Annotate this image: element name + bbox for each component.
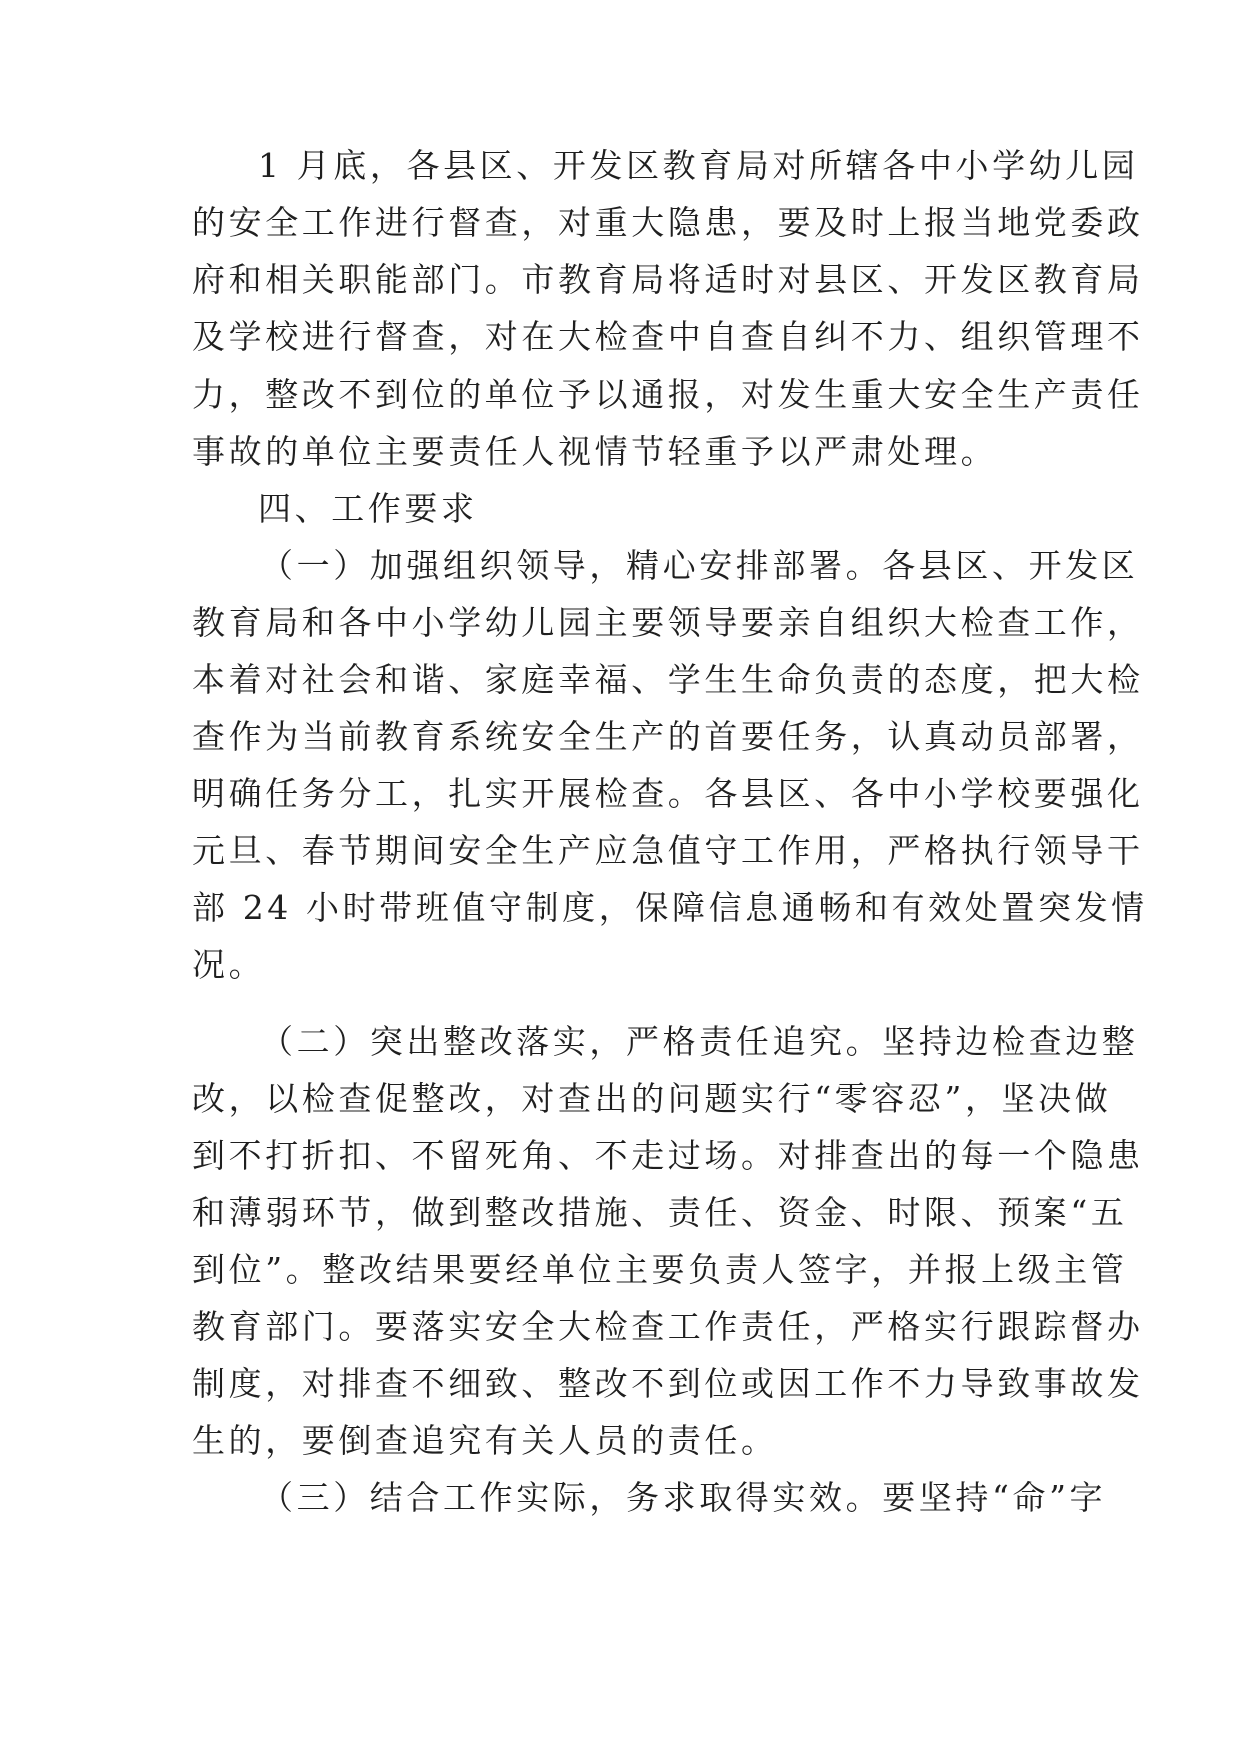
- text-line: 元旦、春节期间安全生产应急值守工作用，严格执行领导干: [192, 831, 1144, 870]
- text-line: 教育部门。要落实安全大检查工作责任，严格实行跟踪督办: [192, 1307, 1144, 1346]
- text-line: 况。: [192, 945, 266, 984]
- text-line: 的安全工作进行督查，对重大隐患，要及时上报当地党委政: [192, 203, 1144, 242]
- text-line: 及学校进行督查，对在大检查中自查自纠不力、组织管理不: [192, 317, 1144, 356]
- text-line: （二）突出整改落实，严格责任追究。坚持边检查边整: [260, 1022, 1139, 1061]
- text-line: 1 月底，各县区、开发区教育局对所辖各中小学幼儿园: [258, 146, 1139, 185]
- text-line: 查作为当前教育系统安全生产的首要任务，认真动员部署，: [192, 717, 1144, 756]
- text-line: 教育局和各中小学幼儿园主要领导要亲自组织大检查工作，: [192, 603, 1144, 642]
- text-line: 到不打折扣、不留死角、不走过场。对排查出的每一个隐患: [192, 1136, 1144, 1175]
- text-line: （一）加强组织领导，精心安排部署。各县区、开发区: [260, 546, 1139, 585]
- text-line: 力，整改不到位的单位予以通报，对发生重大安全生产责任: [192, 375, 1144, 414]
- text-line: 生的，要倒查追究有关人员的责任。: [192, 1421, 778, 1460]
- text-line: 本着对社会和谐、家庭幸福、学生生命负责的态度，把大检: [192, 660, 1144, 699]
- text-line: 和薄弱环节，做到整改措施、责任、资金、时限、预案“五: [192, 1193, 1128, 1232]
- text-line: 部 24 小时带班值守制度，保障信息通畅和有效处置突发情: [192, 888, 1148, 927]
- text-line: 到位”。整改结果要经单位主要负责人签字，并报上级主管: [192, 1250, 1128, 1289]
- text-line: 制度，对排查不细致、整改不到位或因工作不力导致事故发: [192, 1364, 1144, 1403]
- text-line: 明确任务分工，扎实开展检查。各县区、各中小学校要强化: [192, 774, 1144, 813]
- text-line: 事故的单位主要责任人视情节轻重予以严肃处理。: [192, 432, 998, 471]
- section-heading: 四、工作要求: [258, 489, 478, 528]
- text-line: （三）结合工作实际，务求取得实效。要坚持“命”字: [260, 1478, 1107, 1517]
- text-line: 府和相关职能部门。市教育局将适时对县区、开发区教育局: [192, 260, 1144, 299]
- text-line: 改，以检查促整改，对查出的问题实行“零容忍”，坚决做: [192, 1079, 1112, 1118]
